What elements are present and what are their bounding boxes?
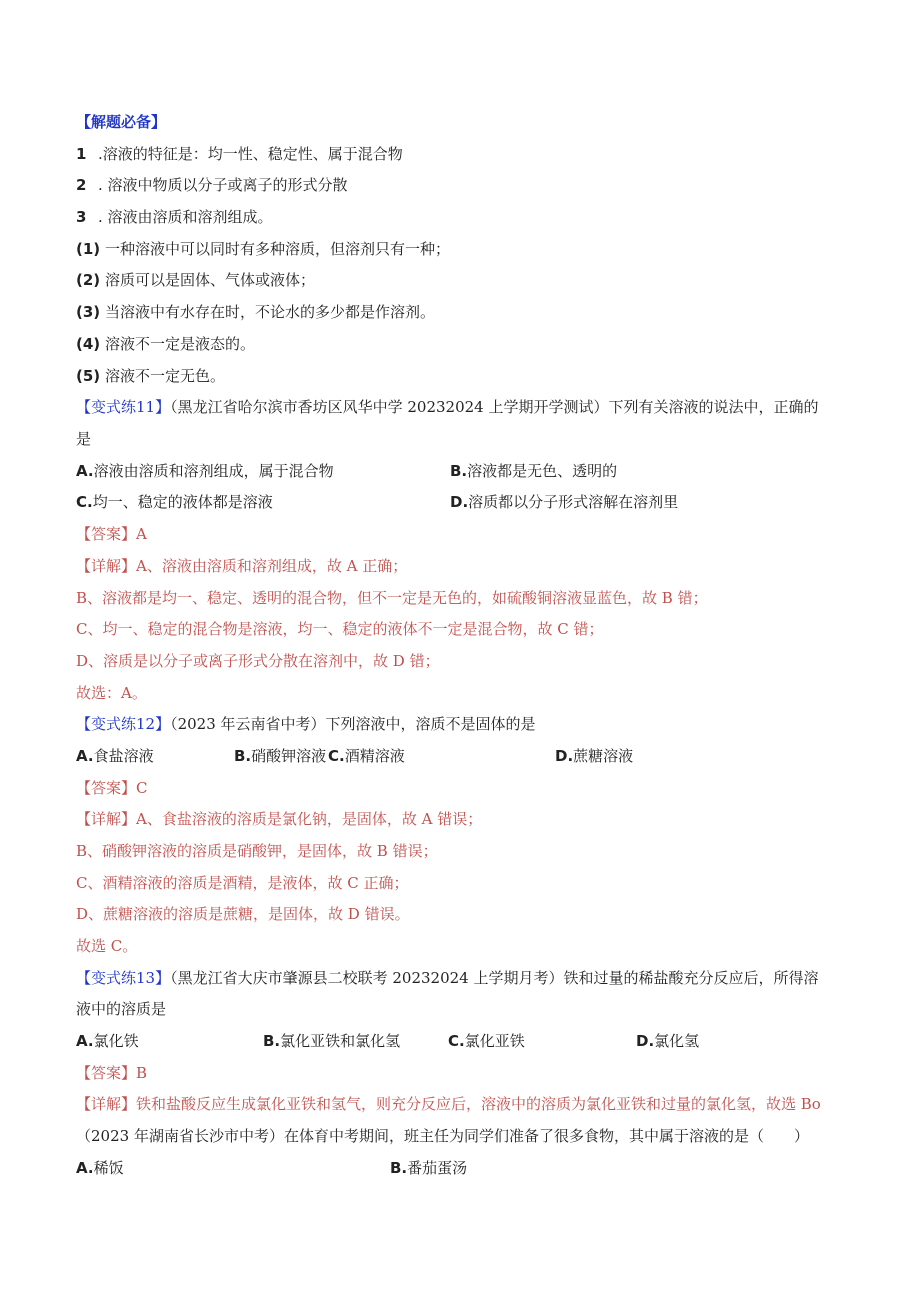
question-1-options-row-1 (76, 459, 860, 483)
subpoint-3 (76, 300, 860, 324)
subpoint-number: (4) (76, 335, 101, 353)
subpoint-number: (1) (76, 240, 101, 258)
subpoint-number: (2) (76, 271, 101, 289)
option-a: A.溶液由溶质和溶剂组成，属于混合物 (76, 462, 334, 480)
question-3-detail-1: 【详解】铁和盐酸反应生成氯化亚铁和氢气，则充分反应后，溶液中的溶质为氯化亚铁和过量的氯化氢，故选 Bo (76, 1095, 821, 1113)
option-d: D.蔗糖溶液 (555, 747, 634, 765)
question-1-stem (76, 395, 860, 419)
option-a: A.稀饭 (76, 1159, 124, 1177)
subpoint-text: 当溶液中有水存在时，不论水的多少都是作溶剂。 (104, 303, 435, 321)
point-number: 3 (76, 208, 87, 226)
point-text: .溶液的特征是：均一性、稳定性、属于混合物 (98, 145, 403, 163)
option-c: C.均一、稳定的液体都是溶液 (76, 493, 273, 511)
point-text: . 溶液中物质以分子或离子的形式分散 (98, 176, 348, 194)
question-2-detail-4: D、蔗糖溶液的溶质是蔗糖，是固体，故 D 错误。 (76, 905, 410, 923)
question-2-detail-3: C、酒精溶液的溶质是酒精，是液体，故 C 正确； (76, 874, 409, 892)
option-a: A.氯化铁 (76, 1032, 139, 1050)
question-1-detail-2: B、溶液都是均一、稳定、透明的混合物，但不一定是无色的，如硫酸铜溶液显蓝色，故 B 错； (76, 589, 708, 607)
question-stem-text: （2023 年云南省中考）下列溶液中，溶质不是固体的是 (170, 715, 536, 733)
question-1-answer: 【答案】A (76, 525, 147, 543)
point-2 (76, 173, 860, 197)
option-c: C.氯化亚铁 (448, 1032, 525, 1050)
question-2-detail-1: 【详解】A、食盐溶液的溶质是氯化钠，是固体，故 A 错误； (76, 810, 483, 828)
subpoint-2 (76, 268, 860, 292)
question-stem-text: （黑龙江省哈尔滨市香坊区风华中学 20232024 上学期开学测试）下列有关溶液的说法中，正确的 (170, 398, 819, 416)
point-1 (76, 142, 860, 166)
question-4-stem: （2023 年湖南省长沙市中考）在体育中考期间，班主任为同学们准备了很多食物，其中属于溶液的是（ ） (76, 1127, 809, 1145)
subpoint-text: 溶液不一定是液态的。 (104, 335, 255, 353)
option-a: A.食盐溶液 (76, 747, 154, 765)
subpoint-4 (76, 332, 860, 356)
subpoint-1 (76, 237, 860, 261)
option-d: D.氯化氢 (636, 1032, 700, 1050)
option-b: B.溶液都是无色、透明的 (450, 462, 618, 480)
question-3-stem-cont: 液中的溶质是 (76, 1000, 167, 1018)
question-4-options (76, 1156, 860, 1180)
option-d: D.溶质都以分子形式溶解在溶剂里 (450, 493, 679, 511)
question-1-options-row-2 (76, 490, 860, 514)
question-2-options (76, 744, 860, 768)
point-text: . 溶液由溶质和溶剂组成。 (98, 208, 273, 226)
question-3-stem (76, 966, 860, 990)
question-tag: 【变式练11】 (76, 398, 171, 416)
subpoint-text: 一种溶液中可以同时有多种溶质，但溶剂只有一种； (104, 240, 450, 258)
point-number: 1 (76, 145, 87, 163)
question-stem-text: （黑龙江省大庆市肇源县二校联考 20232024 上学期月考）铁和过量的稀盐酸充分反应后，所得溶 (170, 969, 819, 987)
question-tag: 【变式练12】 (76, 715, 171, 733)
subpoint-5 (76, 364, 860, 388)
option-b: B.硝酸钾溶液 (234, 747, 327, 765)
option-c: C.酒精溶液 (328, 747, 405, 765)
subpoint-number: (3) (76, 303, 101, 321)
question-1-choose: 故选：A。 (76, 684, 147, 702)
question-2-answer: 【答案】C (76, 779, 148, 797)
question-2-choose: 故选 C。 (76, 937, 138, 955)
subpoint-number: (5) (76, 367, 101, 385)
question-1-detail-4: D、溶质是以分子或离子形式分散在溶剂中，故 D 错； (76, 652, 440, 670)
question-3-options (76, 1029, 860, 1053)
subpoint-text: 溶液不一定无色。 (104, 367, 225, 385)
question-1-detail-1: 【详解】A、溶液由溶质和溶剂组成，故 A 正确； (76, 557, 408, 575)
subpoint-text: 溶质可以是固体、气体或液体； (104, 271, 315, 289)
question-1-stem-cont: 是 (76, 430, 92, 448)
point-number: 2 (76, 176, 87, 194)
question-tag: 【变式练13】 (76, 969, 171, 987)
question-1-detail-3: C、均一、稳定的混合物是溶液，均一、稳定的液体不一定是混合物，故 C 错； (76, 620, 604, 638)
question-2-detail-2: B、硝酸钾溶液的溶质是硝酸钾，是固体，故 B 错误； (76, 842, 438, 860)
option-b: B.番茄蛋汤 (390, 1159, 468, 1177)
question-3-answer: 【答案】B (76, 1064, 148, 1082)
section-header: 【解题必备】 (76, 113, 167, 131)
option-b: B.氯化亚铁和氯化氢 (263, 1032, 401, 1050)
question-2-stem (76, 712, 860, 736)
point-3 (76, 205, 860, 229)
